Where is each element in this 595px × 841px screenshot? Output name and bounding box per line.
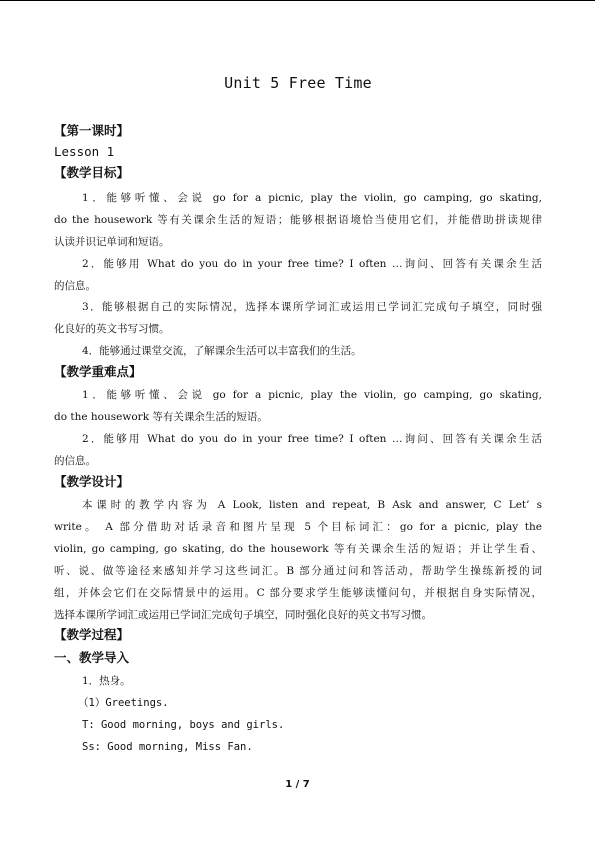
objective-1-line-3: 认读并识记单词和短语。	[54, 236, 170, 248]
design-line-1: 本课时的教学内容为 A Look, listen and repeat, B Ask and answer, C Let’ s	[82, 499, 542, 511]
lesson-label: Lesson 1	[54, 144, 115, 159]
objectives-heading: 【教学目标】	[54, 165, 130, 180]
key-point-2-line-1: 2．能够用 What do you do in your free time? I often …询问、回答有关课余生活	[82, 433, 542, 445]
objective-3-line-2: 化良好的英文书写习惯。	[54, 323, 170, 335]
step-1-teacher-line: T: Good morning, boys and girls.	[82, 719, 285, 731]
objective-3-line-1: 3．能够根据自己的实际情况，选择本课所学词汇或运用已学词汇完成句子填空，同时强	[82, 301, 542, 313]
page-number: 1 / 7	[285, 779, 310, 790]
design-line-3: violin, go camping, go skating, do the housework 等有关课余生活的短语；并让学生看、	[54, 543, 542, 555]
key-points-heading: 【教学重难点】	[54, 364, 142, 379]
period-heading: 【第一课时】	[54, 123, 130, 138]
step-1-warmup: 1．热身。	[82, 675, 131, 687]
objective-1-line-2: do the housework 等有关课余生活的短语；能够根据语境恰当使用它们，并能借助拼读规律	[54, 214, 542, 226]
step-1-heading: 一、教学导入	[54, 650, 130, 665]
key-point-1-line-2: do the housework 等有关课余生活的短语。	[54, 411, 268, 423]
process-heading: 【教学过程】	[54, 627, 130, 642]
step-1-students-line: Ss: Good morning, Miss Fan.	[82, 741, 253, 753]
design-line-4: 听、说、做等途径来感知并学习这些词汇。B 部分通过问和答活动，帮助学生操练新授的词	[54, 565, 542, 577]
objective-2-line-1: 2．能够用 What do you do in your free time? I often …询问、回答有关课余生活	[82, 258, 542, 270]
objective-1-line-1: 1．能够听懂、会说 go for a picnic, play the violin, go camping, go skating,	[82, 192, 542, 204]
step-1-greetings: （1）Greetings.	[78, 697, 169, 709]
design-line-2: write。 A 部分借助对话录音和图片呈现 5 个目标词汇：go for a picnic, play the	[54, 521, 542, 533]
objective-2-line-2: 的信息。	[54, 280, 96, 292]
design-heading: 【教学设计】	[54, 474, 130, 489]
key-point-1-line-1: 1．能够听懂、会说 go for a picnic, play the violin, go camping, go skating,	[82, 389, 542, 401]
key-point-2-line-2: 的信息。	[54, 455, 96, 467]
design-line-6: 选择本课所学词汇或运用已学词汇完成句子填空，同时强化良好的英文书写习惯。	[54, 609, 432, 621]
objective-4-line-1: 4．能够通过课堂交流，了解课余生活可以丰富我们的生活。	[82, 345, 362, 357]
design-line-5: 组，并体会它们在交际情景中的运用。C 部分要求学生能够读懂问句，并根据自身实际情况，	[54, 587, 542, 599]
page-top-border	[0, 0, 595, 1]
document-title: Unit 5 Free Time	[224, 74, 372, 92]
